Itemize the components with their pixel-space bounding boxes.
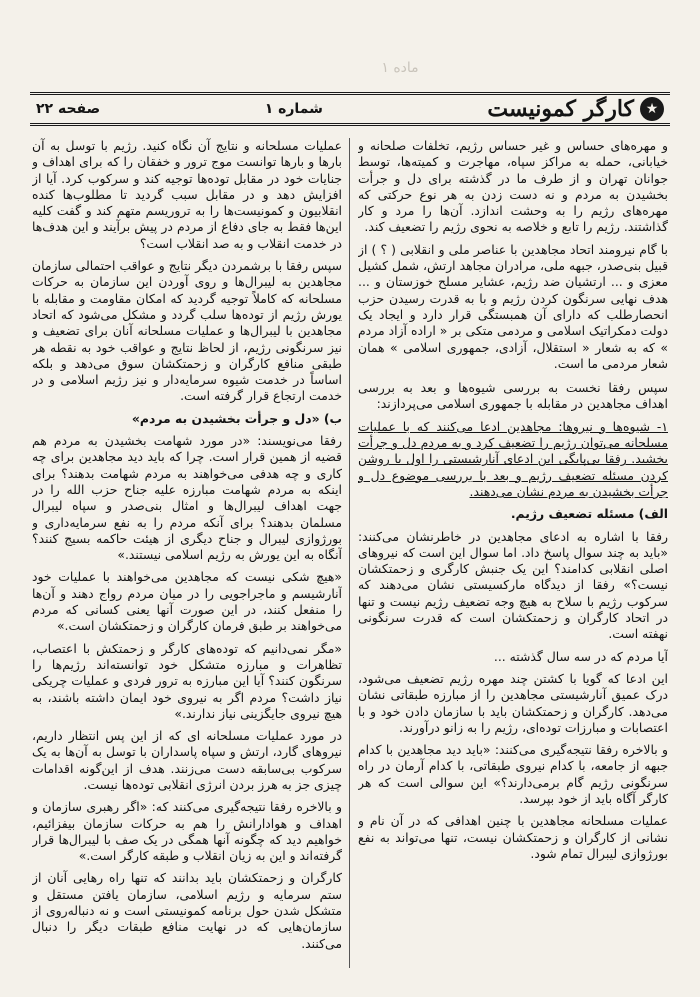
article-columns [32, 138, 668, 968]
paragraph: این ادعا که گویا با کشتن چند مهره رژیم تضعیف می‌شود، درک عمیق آنارشیستی مجاهدین را از مبارزه طبقاتی نشان می‌دهد. کارگران و زحمتکشان باید با سازمان دادن خود و با اعتصابات و مبارزات توده‌ای، رژیم را به زانو درآورند. [358, 670, 668, 735]
paragraph: رفقا می‌نویسند: «در مورد شهامت بخشیدن به مردم هم قضیه از همین قرار است. چرا که باید دید مجاهدین برای چه کاری و چه هدفی می‌خواهند به مردم شهامت بدهند؟ برای اینکه به مردم شهامت مبارزه علیه جناح حزب الله را در جهت اهداف لیبرال‌ها و امثال بنی‌صدر و سپاه لیبرال مسلمان بدهند؟ برای آنکه مردم را به نفع سرمایه‌داری و بورژوازی لیبرال و جناح دیگری از هیئت حاکمه بسیج کنند؟ آنگاه به این یورش به رژیم اسلامی نیستند.» [32, 433, 342, 563]
paragraph: در مورد عملیات مسلحانه ای که از این پس انتظار داریم، نیروهای گارد، ارتش و سپاه پاسداران با توسل به آن‌ها به یک سرکوب بی‌سابقه دست می‌زنند. هدف از این‌گونه اقدامات چیزی جز به هرز بردن انرژی انقلابی توده‌ها نیست. [32, 728, 342, 792]
paragraph: کارگران و زحمتکشان باید بدانند که تنها راه رهایی آنان از ستم سرمایه و رژیم اسلامی، سازمان یافتن مستقل و متشکل شدن حول برنامه کمونیستی است و نه دنباله‌روی از سازمان‌هایی که در نهایت منافع طبقات دیگر را دنبال می‌کنند. [32, 870, 342, 951]
paragraph: و بالاخره رفقا نتیجه‌گیری می‌کنند که: «اگر رهبری سازمان و اهداف و هوادارانش را هم به حرکات سازمان بیفزائیم، خواهیم دید که چگونه آنها همگی در یک صف با لیبرال‌ها قرار گرفته‌اند و این به زیان انقلاب و طبقه کارگر است.» [32, 799, 342, 864]
paragraph: با گام نیرومند اتحاد مجاهدین با عناصر ملی و انقلابی ( ؟ ) از قبیل بنی‌صدر، جبهه ملی، مرادران مجاهد ارتش، شمل کشیل معزی و ... ارتشیان ضد رژیم، عشایر مسلح خوزستان و ... هدف نهایی سرنگون کردن رژیم و با به قدرت رسیدن حزب انحصارطلب که دارای آن همبستگی قرار دارد و ایجاد یک دولت دمکراتیک اسلامی و مردمی متکی بر « اراده آزاد مردم » که به شعار « استقلال، آزادی، جمهوری اسلامی » همان شعار مردمی ما است. [358, 241, 668, 371]
paragraph: و بالاخره رفقا نتیجه‌گیری می‌کنند: «باید دید مجاهدین با کدام جبهه از جامعه، با کدام نیروی طبقاتی، با کدام آرمان در راه سرنگونی رژیم گام برمی‌دارند؟» این سوالی است که هر کارگر آگاه باید از خود بپرسد. [358, 742, 668, 806]
paragraph: رفقا با اشاره به ادعای مجاهدین در خاطرنشان می‌کنند: «باید به چند سوال پاسخ داد. اما سوال این است که نیروهای اصلی انقلابی کدامند؟ این یک جنبش کارگری و زحمتکشان نیست؟» رفقا از دیدگاه مارکسیستی نشان می‌دهند که سرکوب رژیم با سلاح به هیچ وجه تضعیف رژیم نیست و تنها در اتحاد کارگران و زحمتکشان است که قدرت سرنگونی نهفته است. [358, 528, 668, 642]
left-column [32, 138, 342, 968]
paragraph: سپس رفقا با برشمردن دیگر نتایج و عواقب احتمالی سازمان مجاهدین به لیبرال‌ها و روی آوردن این سازمان به حرکات مسلحانه که کاملاً توجیه گردید که امکان مقاومت و مقابله با یورش رژیم از توده‌ها سلب گردد و مشکل می‌شود که اتحاد مجاهدین با لیبرال‌ها و عملیات مسلحانه آنان برای تضعیف و نیز سرنگونی رژیم، از لحاظ نتایج و عواقب خود به نقطه هر طبقی منافع کارگران و زحمتکشان سوق می‌دهد و بلکه اساساً در خدمت شیوه سرمایه‌دار و نیز رژیم اسلامی و در خدمت ارتجاع قرار گرفته است. [32, 258, 342, 404]
star-logo-icon: ★ [640, 97, 664, 121]
paragraph: و مهره‌های حساس و غیر حساس رژیم، تخلفات صلحانه و خیابانی، حمله به مراکز سپاه، مهاجرت و کمیته‌ها، توسط جوانان تهران و از طرف ما در گذشته برای دل و جرأت بخشیدن به مردم و نه دست زدن به هر نوع حرکتی که مهره‌های رژیم را به وحشت اندازد. آن‌ها را مرد و کار گذاشتند. رژیم را تابع و خلاصه به نحوی رژیم را تضعیف کند. [358, 138, 668, 235]
subsection-heading: ب) «دل و جرأت بخشیدن به مردم» [131, 410, 342, 426]
paragraph: سپس رفقا نخست به بررسی شیوه‌ها و بعد به بررسی اهداف مجاهدین در مقابله با جمهوری اسلامی می‌پردازند: [358, 380, 668, 412]
paragraph: «مگر نمی‌دانیم که توده‌های کارگر و زحمتکش با اعتصاب، تظاهرات و مبارزه متشکل خود توانسته‌اند رژیم‌ها را سرنگون کنند؟ آیا این مبارزه به ترور فردی و عملیات چریکی نیاز داشت؟ مردم اگر به نیروی خود ایمان داشته باشند، به هیچ نیروی جایگزینی نیاز ندارند.» [32, 640, 342, 721]
section-heading: ۱- شیوه‌ها و نیروها: مجاهدین ادعا می‌کنند که با عملیات مسلحانه می‌توان رژیم را تضعیف کرد و به مردم دل و جرأت بخشید. رفقا بی‌پایگی این ادعای آنارشیستی را اول با روشن کردن مسئله تضعیف رژیم و بعد با بررسی موضوع دل و جرأت بخشیدن به مردم نشان می‌دهند. [358, 418, 668, 499]
paragraph: عملیات مسلحانه و نتایج آن نگاه کنید. رژیم با توسل به آن بارها و بارها توانست موج ترور و خفقان را که برای اهداف و جنایات خود در مقابل توده‌ها توجیه کند و سرکوب کرد. آیا از افزایش دهد و در مقابل سبب گردید تا مطلوب‌ها کنده انقلابیون و کمونیست‌ها را به تروریسم متهم کند و گفت کلیه این‌ها فقط به جای دفاع از مردم در پیش برآیند و این هدف‌ها در خدمت انقلاب و به صد انقلاب است؟ [32, 138, 342, 251]
page-header [30, 92, 670, 126]
paragraph: عملیات مسلحانه مجاهدین با چنین اهدافی که در آن نام و نشانی از کارگران و زحمتکشان نیست، تنها می‌تواند به نفع بورژوازی لیبرال تمام شود. [358, 813, 668, 861]
masthead [487, 96, 664, 122]
page-number: صفحه ۲۲ [36, 101, 101, 117]
paragraph: «هیچ شکی نیست که مجاهدین می‌خواهند با عملیات خود آنارشیسم و ماجراجویی را در میان مردم رواج دهند و آن‌ها را منفعل کنند، در این صورت آنها یعنی کسانی که مردم می‌خواهند بر طبق فرمان کارگران و زحمتکشان است.» [32, 569, 342, 634]
right-column [358, 138, 668, 968]
faint-page-mark: ۱ ماده [381, 60, 419, 76]
issue-number: شماره ۱ [264, 101, 323, 117]
paragraph: آیا مردم که در سه سال گذشته ... [493, 648, 668, 664]
subsection-heading: الف) مسئله تضعیف رژیم. [510, 506, 668, 522]
newspaper-title: کارگر کمونیست [487, 96, 634, 122]
